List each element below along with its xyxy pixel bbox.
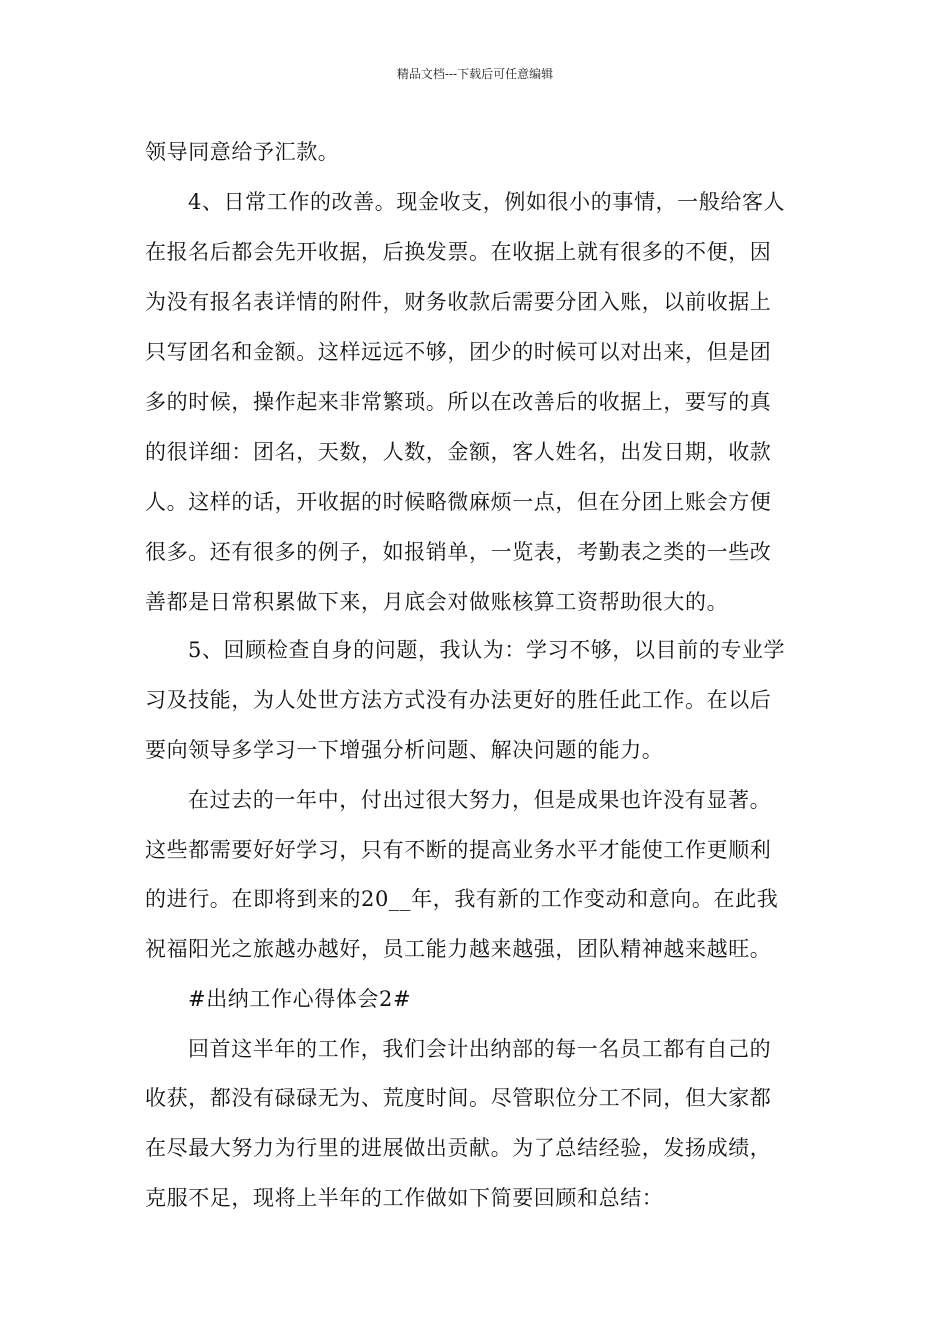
body-line: 在过去的一年中，付出过很大努力，但是成果也许没有显著。: [188, 788, 772, 812]
body-line: 为没有报名表详情的附件，财务收款后需要分团入账，以前收据上: [145, 290, 772, 314]
body-line: 领导同意给予汇款。: [145, 140, 340, 164]
body-line: 的很详细：团名，天数，人数，金额，客人姓名，出发日期，收款: [145, 440, 772, 464]
body-line: 多的时候，操作起来非常繁琐。所以在改善后的收据上，要写的真: [145, 390, 772, 414]
section-heading: #出纳工作心得体会2#: [188, 987, 412, 1011]
body-line: 习及技能，为人处世方法方式没有办法更好的胜任此工作。在以后: [145, 688, 772, 712]
body-line: 收获，都没有碌碌无为、荒度时间。尽管职位分工不同，但大家都: [145, 1086, 772, 1110]
body-line: 只写团名和金额。这样远远不够，团少的时候可以对出来，但是团: [145, 340, 772, 364]
body-line: 善都是日常积累做下来，月底会对做账核算工资帮助很大的。: [145, 590, 729, 614]
body-line: 4、日常工作的改善。现金收支，例如很小的事情，一般给客人: [188, 190, 786, 214]
body-line: 很多。还有很多的例子，如报销单，一览表，考勤表之类的一些改: [145, 540, 772, 564]
body-line: 5、回顾检查自身的问题，我认为：学习不够，以目前的专业学: [188, 638, 786, 662]
body-line: 的进行。在即将到来的20__年，我有新的工作变动和意向。在此我: [145, 887, 779, 911]
body-line: 在尽最大努力为行里的进展做出贡献。为了总结经验，发扬成绩，: [145, 1136, 772, 1160]
body-line: 这些都需要好好学习，只有不断的提高业务水平才能使工作更顺利: [145, 838, 772, 862]
body-line: 在报名后都会先开收据，后换发票。在收据上就有很多的不便，因: [145, 240, 772, 264]
body-line: 要向领导多学习一下增强分析问题、解决问题的能力。: [145, 738, 664, 762]
body-line: 回首这半年的工作，我们会计出纳部的每一名员工都有自己的: [188, 1037, 772, 1061]
body-line: 祝福阳光之旅越办越好，员工能力越来越强，团队精神越来越旺。: [145, 937, 772, 961]
page-header: 精品文档---下载后可任意编辑: [396, 67, 554, 81]
body-line: 人。这样的话，开收据的时候略微麻烦一点，但在分团上账会方便: [145, 490, 772, 514]
body-line: 克服不足，现将上半年的工作做如下简要回顾和总结：: [145, 1186, 664, 1210]
